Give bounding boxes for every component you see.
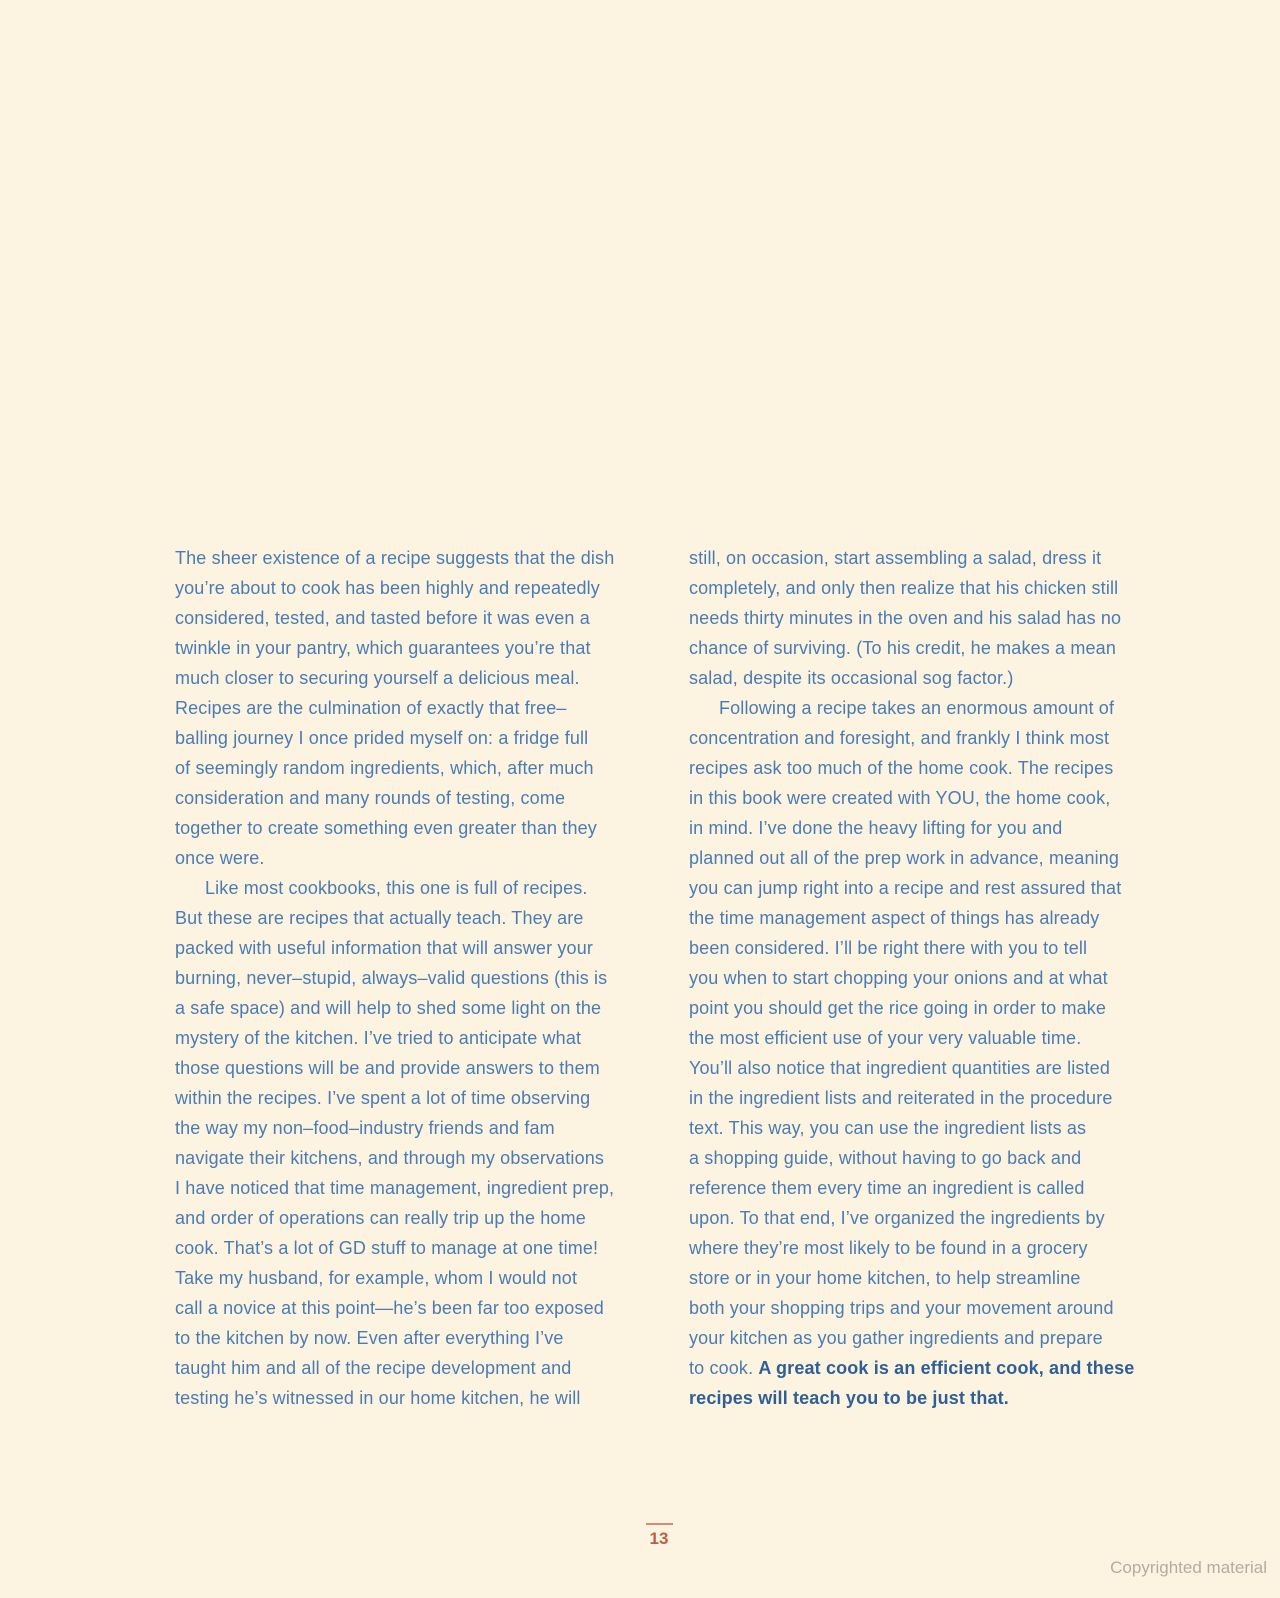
text-line (175, 1353, 662, 1383)
text-line (689, 963, 1176, 993)
body-text: in mind. I’ve done the heavy lifting for you and (689, 818, 1063, 838)
text-line (175, 603, 662, 633)
text-line (689, 633, 1176, 663)
body-text: needs thirty minutes in the oven and his salad has no (689, 608, 1122, 628)
text-line (689, 1083, 1176, 1113)
body-text: twinkle in your pantry, which guarantees you’re that (175, 638, 591, 658)
text-line (689, 1143, 1176, 1173)
text-line (689, 1353, 1176, 1383)
body-text: The sheer existence of a recipe suggests that the dish (175, 548, 615, 568)
body-text: upon. To that end, I’ve organized the ingredients by (689, 1208, 1105, 1228)
text-line (175, 753, 662, 783)
text-line (689, 1023, 1176, 1053)
body-text: balling journey I once prided myself on: a fridge full (175, 728, 589, 748)
text-line (689, 1233, 1176, 1263)
text-line (689, 813, 1176, 843)
body-text: reference them every time an ingredient is called (689, 1178, 1085, 1198)
body-text: completely, and only then realize that his chicken still (689, 578, 1119, 598)
text-line (175, 933, 662, 963)
text-line (175, 1383, 662, 1413)
bold-text: A great cook is an efficient cook, and these (758, 1358, 1135, 1378)
body-text: burning, never–stupid, always–valid questions (this is (175, 968, 608, 988)
text-line (689, 873, 1176, 903)
body-text: you can jump right into a recipe and rest assured that (689, 878, 1122, 898)
body-text: Like most cookbooks, this one is full of recipes. (205, 878, 588, 898)
body-text: navigate their kitchens, and through my observations (175, 1148, 605, 1168)
page-number: 13 (649, 1529, 669, 1548)
body-text: where they’re most likely to be found in a grocery (689, 1238, 1088, 1258)
text-line (175, 723, 662, 753)
body-text: the most efficient use of your very valuable time. (689, 1028, 1082, 1048)
text-line (175, 1113, 662, 1143)
body-text: been considered. I’ll be right there with you to tell (689, 938, 1088, 958)
text-line (689, 1383, 1176, 1413)
body-text: together to create something even greater than they (175, 818, 597, 838)
text-line (175, 843, 662, 873)
body-text: cook. That’s a lot of GD stuff to manage at one time! (175, 1238, 599, 1258)
text-line (689, 933, 1176, 963)
body-text: Recipes are the culmination of exactly that free– (175, 698, 567, 718)
text-line (689, 903, 1176, 933)
text-line (175, 1143, 662, 1173)
body-text: planned out all of the prep work in advance, meaning (689, 848, 1120, 868)
body-text: the way my non–food–industry friends and fam (175, 1118, 555, 1138)
text-line (175, 543, 662, 573)
text-line (175, 633, 662, 663)
body-text: But these are recipes that actually teach. They are (175, 908, 584, 928)
body-text: to the kitchen by now. Even after everything I’ve (175, 1328, 564, 1348)
text-line (689, 993, 1176, 1023)
body-text: to cook. (689, 1358, 759, 1378)
body-text: you when to start chopping your onions and at what (689, 968, 1108, 988)
body-text: a safe space) and will help to shed some light on the (175, 998, 602, 1018)
body-text: in the ingredient lists and reiterated in the procedure (689, 1088, 1113, 1108)
body-text: You’ll also notice that ingredient quantities are listed (689, 1058, 1111, 1078)
text-line (175, 1083, 662, 1113)
text-line (175, 873, 662, 903)
body-text: I have noticed that time management, ingredient prep, (175, 1178, 615, 1198)
text-line (689, 1053, 1176, 1083)
body-text: point you should get the rice going in order to make (689, 998, 1107, 1018)
text-line (175, 1173, 662, 1203)
copyright-notice: Copyrighted material (1110, 1558, 1267, 1577)
text-line (689, 663, 1176, 693)
text-line (175, 693, 662, 723)
paragraph (175, 873, 662, 1413)
text-column-left (175, 543, 662, 1413)
body-text: those questions will be and provide answers to them (175, 1058, 600, 1078)
text-line (175, 663, 662, 693)
text-line (175, 1323, 662, 1353)
body-text: Following a recipe takes an enormous amount of (719, 698, 1115, 718)
text-line (175, 963, 662, 993)
text-columns (175, 543, 1176, 1413)
body-text: in this book were created with YOU, the home cook, (689, 788, 1111, 808)
body-text: mystery of the kitchen. I’ve tried to anticipate what (175, 1028, 582, 1048)
text-line (689, 1113, 1176, 1143)
text-line (689, 723, 1176, 753)
text-line (689, 693, 1176, 723)
text-line (175, 993, 662, 1023)
text-line (175, 813, 662, 843)
body-text: the time management aspect of things has already (689, 908, 1100, 928)
body-text: you’re about to cook has been highly and repeatedly (175, 578, 600, 598)
text-line (175, 783, 662, 813)
text-line (689, 1203, 1176, 1233)
text-line (689, 783, 1176, 813)
page-number-rule (646, 1523, 673, 1525)
paragraph (689, 693, 1176, 1413)
body-text: salad, despite its occasional sog factor.) (689, 668, 1014, 688)
body-text: consideration and many rounds of testing, come (175, 788, 566, 808)
text-line (689, 1293, 1176, 1323)
body-text: both your shopping trips and your movement around (689, 1298, 1114, 1318)
text-line (175, 1023, 662, 1053)
body-text: still, on occasion, start assembling a salad, dress it (689, 548, 1102, 568)
text-column-right (689, 543, 1176, 1413)
body-text: much closer to securing yourself a delicious meal. (175, 668, 580, 688)
text-line (175, 1203, 662, 1233)
text-line (175, 1263, 662, 1293)
body-text: text. This way, you can use the ingredient lists as (689, 1118, 1087, 1138)
body-text: taught him and all of the recipe development and (175, 1358, 572, 1378)
body-text: concentration and foresight, and frankly I think most (689, 728, 1110, 748)
text-line (689, 603, 1176, 633)
text-line (689, 1323, 1176, 1353)
paragraph (175, 543, 662, 873)
body-text: packed with useful information that will answer your (175, 938, 593, 958)
text-line (689, 1173, 1176, 1203)
body-text: once were. (175, 848, 265, 868)
text-line (175, 1053, 662, 1083)
text-line (175, 1293, 662, 1323)
text-line (689, 843, 1176, 873)
body-text: within the recipes. I’ve spent a lot of time observing (175, 1088, 591, 1108)
body-text: recipes ask too much of the home cook. The recipes (689, 758, 1114, 778)
text-line (689, 573, 1176, 603)
text-line (689, 1263, 1176, 1293)
bold-text: recipes will teach you to be just that. (689, 1388, 1009, 1408)
body-text: considered, tested, and tasted before it was even a (175, 608, 590, 628)
body-text: and order of operations can really trip up the home (175, 1208, 586, 1228)
body-text: store or in your home kitchen, to help streamline (689, 1268, 1081, 1288)
text-line (689, 753, 1176, 783)
text-line (175, 1233, 662, 1263)
body-text: of seemingly random ingredients, which, after much (175, 758, 594, 778)
body-text: testing he’s witnessed in our home kitchen, he will (175, 1388, 581, 1408)
paragraph (689, 543, 1176, 693)
body-text: chance of surviving. (To his credit, he makes a mean (689, 638, 1116, 658)
body-text: a shopping guide, without having to go back and (689, 1148, 1082, 1168)
text-line (689, 543, 1176, 573)
body-text: your kitchen as you gather ingredients and prepare (689, 1328, 1103, 1348)
text-line (175, 573, 662, 603)
body-text: call a novice at this point—he’s been far too exposed (175, 1298, 604, 1318)
text-line (175, 903, 662, 933)
body-text: Take my husband, for example, whom I would not (175, 1268, 578, 1288)
